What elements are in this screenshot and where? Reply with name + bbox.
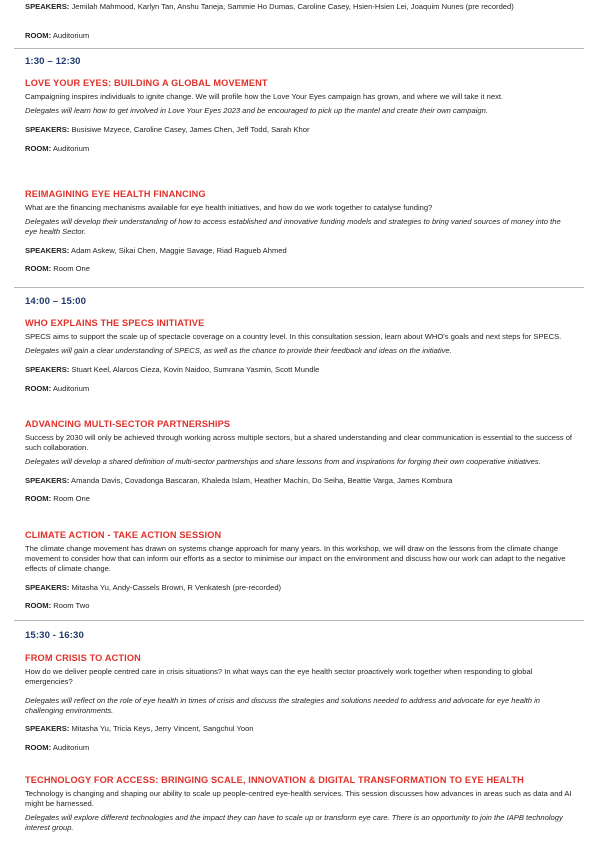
speakers-list: Mitasha Yu, Andy-Cassels Brown, R Venkatesh (pre-recorded) [71,582,282,592]
session-speakers [25,724,575,734]
session-title: ADVANCING MULTI-SECTOR PARTNERSHIPS [25,419,231,429]
session-description: Technology is changing and shaping our ability to scale up people-centred eye-health services. This session discusses how advances in areas such as data and AI might be harnessed. [25,788,572,808]
session-room [25,384,575,394]
session-technology-for-access [25,775,575,841]
session-room [25,144,575,154]
speakers-list: Busisiwe Mzyece, Caroline Casey, James Chen, Jeff Todd, Sarah Khor [71,124,310,134]
session-room [25,31,89,41]
session-outcome: Delegates will develop their understanding of how to access established and innovative funding models and strategies to bring varied sources of money into the eye health Sector. [25,216,561,236]
session-title: WHO EXPLAINS THE SPECS INITIATIVE [25,318,205,328]
session-climate-action [25,530,575,620]
time-slot: 15:30 - 16:30 [25,630,84,641]
room-value: Auditorium [52,31,90,40]
speakers-label: SPEAKERS: [25,582,70,592]
session-title: LOVE YOUR EYES: BUILDING A GLOBAL MOVEMENT [25,78,268,88]
speakers-label: SPEAKERS: [25,124,70,134]
session-title: TECHNOLOGY FOR ACCESS: BRINGING SCALE, INNOVATION & DIGITAL TRANSFORMATION TO EYE HEALTH [25,775,524,785]
room-value: Room One [53,494,91,504]
session-room [25,601,575,611]
session-description: Campaigning inspires individuals to ignite change. We will profile how the Love Your Eyes campaign has grown, and where we will take it next. [25,91,504,101]
session-speakers [25,246,575,256]
session-speakers [25,476,575,486]
room-value: Auditorium [52,743,90,753]
session-outcome: Delegates will explore different technologies and the impact they can have to scale up or transform eye care. There is an opportunity to join the IAPB technology interest group. [25,812,563,832]
time-block-divider [14,48,584,49]
room-value: Room One [53,264,91,274]
time-slot: 1:30 – 12:30 [25,56,81,67]
session-specs-initiative [25,318,575,402]
room-label: ROOM: [25,383,52,393]
session-room [25,264,575,274]
session-room [25,743,575,753]
previous-session-tail [0,0,600,47]
session-description: Success by 2030 will only be achieved through working across multiple sectors, but a shared understanding and clear communication is essential to the success of such collaboration. [25,432,573,452]
room-value: Room Two [53,601,90,611]
session-outcome: Delegates will learn how to get involved in Love Your Eyes 2023 and be encouraged to pick up the mantel and create their own campaign. [25,105,488,115]
session-crisis-to-action [25,653,575,762]
session-description: How do we deliver people centred care in crisis situations? In what ways can the eye health sector proactively work together when responding to global emergencies? [25,666,533,686]
room-label: ROOM: [25,743,52,753]
speakers-list: Jemilah Mahmood, Karlyn Tan, Anshu Taneja, Sammie Ho Dumas, Caroline Casey, Hsien-Hsien Lei, Joaquim Nunes (pre recorded) [71,2,514,11]
session-speakers [25,583,575,593]
session-multi-sector-partnerships [25,419,575,513]
room-label: ROOM: [25,494,52,504]
session-outcome: Delegates will gain a clear understanding of SPECS, as well as the chance to provide their feedback and ideas on the initiative. [25,345,452,355]
session-eye-health-financing [25,189,575,283]
room-label: ROOM: [25,143,52,153]
session-description: The climate change movement has drawn on systems change approach for many years. In this workshop, we will draw on the lessons from the climate change movement to consider how that can inform our efforts as a sector to minimise our impact on the environment and discuss how our work can adapt to the negative effects of climate change. [25,543,566,573]
session-speakers [25,125,575,135]
session-title: REIMAGINING EYE HEALTH FINANCING [25,189,206,199]
speakers-label: SPEAKERS: [25,2,70,11]
speakers-label: SPEAKERS: [25,245,70,255]
session-speakers [25,365,575,375]
speakers-list: Adam Askew, Sikai Chen, Maggie Savage, Riad Ragueb Ahmed [71,245,287,255]
speakers-label: SPEAKERS: [25,475,70,485]
speakers-label: SPEAKERS: [25,724,70,734]
speakers-list: Stuart Keel, Alarcos Cieza, Kovin Naidoo, Sumrana Yasmin, Scott Mundle [71,364,320,374]
room-value: Auditorium [52,383,90,393]
time-block-divider [14,287,584,288]
session-title: CLIMATE ACTION - TAKE ACTION SESSION [25,530,222,540]
speakers-list: Amanda Davis, Covadonga Bascaran, Khaleda Islam, Heather Machin, Do Seiha, Beattie Varga, James Kombura [71,475,453,485]
session-title: FROM CRISIS TO ACTION [25,653,141,663]
time-block-divider [14,620,584,621]
session-room [25,494,575,504]
time-slot: 14:00 – 15:00 [25,296,87,307]
speakers-list: Mitasha Yu, Tricia Keys, Jerry Vincent, Sangchul Yoon [71,724,254,734]
session-outcome: Delegates will reflect on the role of eye health in times of crisis and discuss the strategies and solutions needed to address and advocate for eye health in challenging environments. [25,695,540,715]
session-description: What are the financing mechanisms available for eye health initiatives, and how do we work together to catalyse funding? [25,202,433,212]
speakers-label: SPEAKERS: [25,364,70,374]
room-label: ROOM: [25,601,52,611]
session-description: SPECS aims to support the scale up of spectacle coverage on a country level. In this consultation session, learn about WHO's goals and next steps for SPECS. [25,331,562,341]
session-outcome: Delegates will develop a shared definition of multi-sector partnerships and share lessons from and inspirations for forging their own cooperative initiatives. [25,456,541,466]
room-value: Auditorium [52,143,90,153]
room-label: ROOM: [25,31,52,40]
session-speakers [25,2,565,12]
session-love-your-eyes [25,78,575,162]
room-label: ROOM: [25,264,52,274]
